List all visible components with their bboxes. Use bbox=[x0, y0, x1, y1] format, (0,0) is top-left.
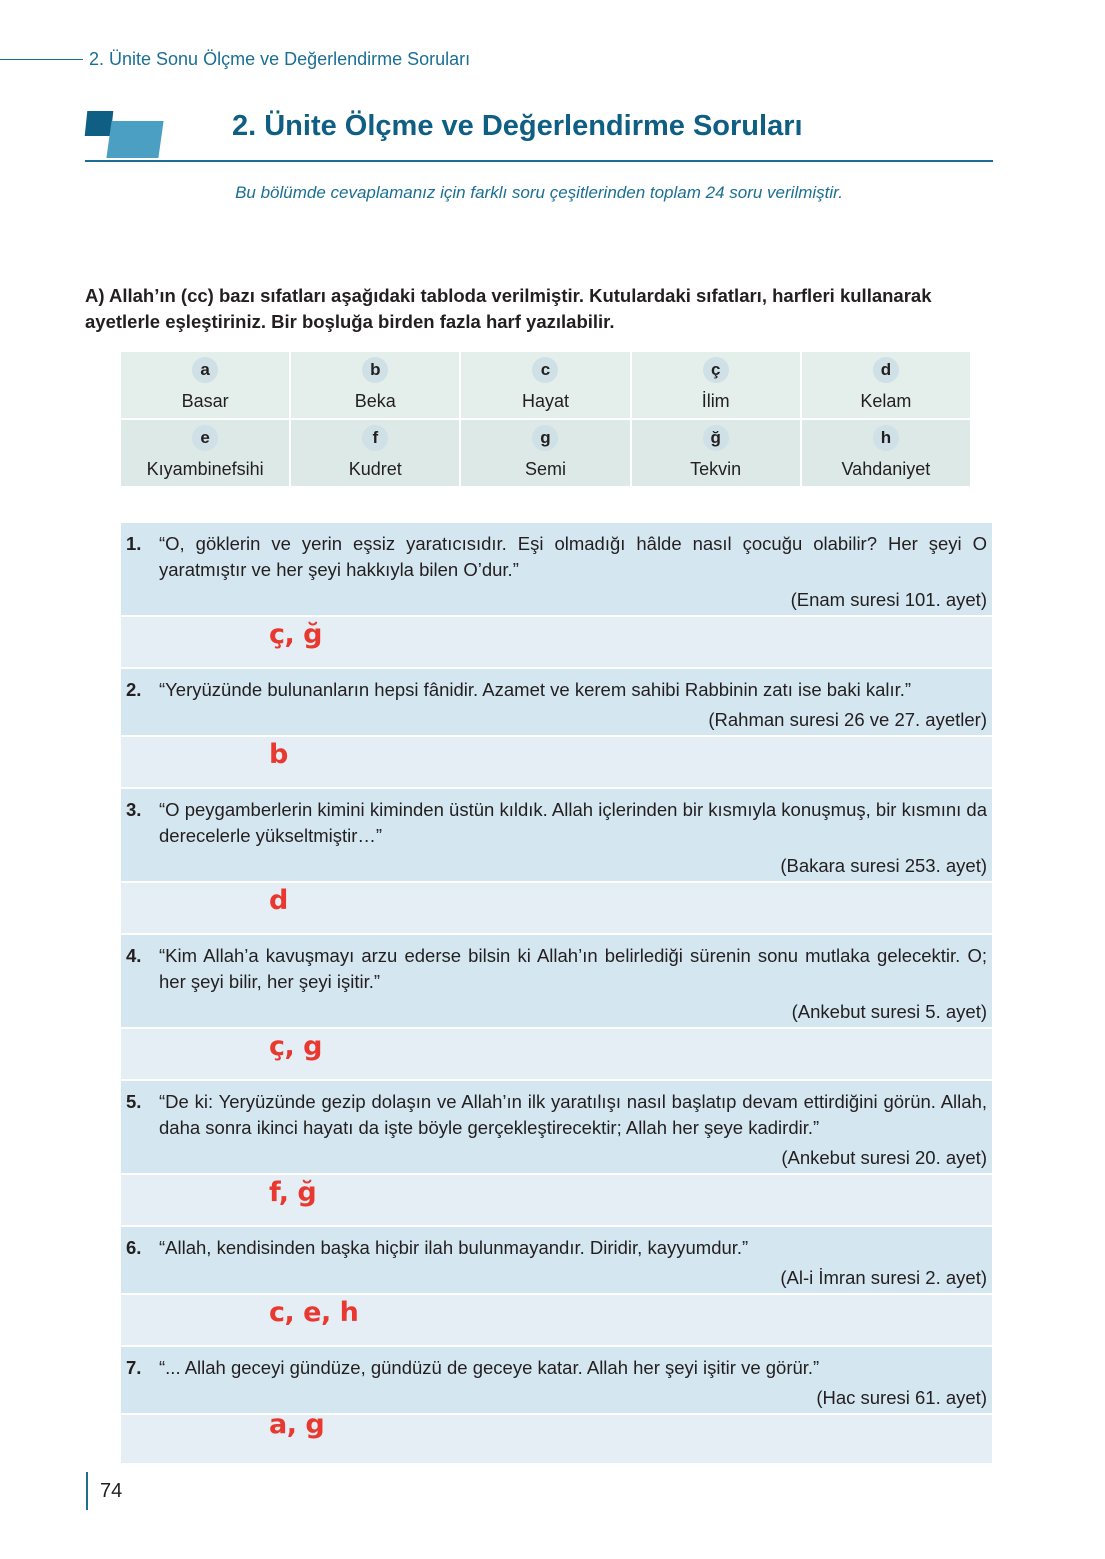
title-block bbox=[85, 108, 993, 162]
sifat-cell bbox=[632, 420, 800, 486]
sifat-cell bbox=[461, 352, 629, 418]
sifat-cell bbox=[121, 352, 289, 418]
answer-field-3[interactable] bbox=[121, 883, 992, 933]
sifat-cell bbox=[802, 420, 970, 486]
question-3 bbox=[121, 789, 992, 881]
question-number: 4. bbox=[126, 945, 142, 966]
question-number: 6. bbox=[126, 1237, 142, 1258]
sifat-cell bbox=[461, 420, 629, 486]
answer-field-6[interactable] bbox=[121, 1295, 992, 1345]
question-text: “... Allah geceyi gündüze, gündüzü de geceye katar. Allah her şeyi işitir ve görür.” bbox=[159, 1357, 820, 1378]
sifat-cell bbox=[632, 352, 800, 418]
answer-field-4[interactable] bbox=[121, 1029, 992, 1079]
verse-reference: (Ankebut suresi 20. ayet) bbox=[781, 1147, 987, 1168]
letter-badge: d bbox=[873, 357, 899, 383]
question-text: “De ki: Yeryüzünde gezip dolaşın ve Allah’ın ilk yaratılışı nasıl başlatıp devam ettirdiğini görün. Allah, daha sonra ikinci hayatı da işte böyle gerçekleştirecektir; Allah her şeye kadirdir.” bbox=[159, 1091, 987, 1138]
verse-reference: (Enam suresi 101. ayet) bbox=[790, 589, 987, 610]
sifat-name: Tekvin bbox=[690, 459, 742, 479]
letter-badge: h bbox=[873, 425, 899, 451]
letter-badge: f bbox=[362, 425, 388, 451]
page-title: 2. Ünite Ölçme ve Değerlendirme Soruları bbox=[232, 110, 803, 142]
verse-reference: (Rahman suresi 26 ve 27. ayetler) bbox=[708, 709, 987, 730]
answer-text: b bbox=[269, 739, 288, 770]
answer-field-2[interactable] bbox=[121, 737, 992, 787]
letter-badge: ğ bbox=[703, 425, 729, 451]
question-text: “O peygamberlerin kimini kiminden üstün kıldık. Allah içlerinden bir kısmıyla konuşmuş, bir kısmını da derecelerle yükseltmiştir…” bbox=[159, 799, 987, 846]
answer-text: ç, ğ bbox=[269, 619, 322, 650]
sifat-name: Hayat bbox=[521, 391, 569, 411]
sifat-cell bbox=[121, 420, 289, 486]
running-head bbox=[0, 48, 470, 70]
letter-badge: b bbox=[362, 357, 388, 383]
sifat-name: Vahdaniyet bbox=[841, 459, 931, 479]
title-decoration-parallelogram-icon bbox=[106, 121, 163, 158]
sifat-cell bbox=[291, 352, 459, 418]
instruction-text: A) Allah’ın (cc) bazı sıfatları aşağıdaki tabloda verilmiştir. Kutulardaki sıfatları, harfleri kullanarak ayetlerle eşleştiriniz. Bir boşluğa birden fazla harf yazılabilir. bbox=[85, 285, 932, 332]
question-1 bbox=[121, 523, 992, 615]
verse-reference: (Ankebut suresi 5. ayet) bbox=[791, 1001, 987, 1022]
question-number: 7. bbox=[126, 1357, 142, 1378]
running-head-text: 2. Ünite Sonu Ölçme ve Değerlendirme Soruları bbox=[89, 48, 471, 69]
sifat-cell bbox=[802, 352, 970, 418]
sifat-name: Kudret bbox=[348, 459, 402, 479]
running-head-rule bbox=[0, 59, 83, 60]
sifat-name: İlim bbox=[701, 391, 730, 411]
question-text: “Yeryüzünde bulunanların hepsi fânidir. Azamet ve kerem sahibi Rabbinin zatı ise baki kalır.” bbox=[159, 679, 912, 700]
answer-text: ç, g bbox=[269, 1031, 322, 1062]
page-number: 74 bbox=[86, 1472, 122, 1510]
question-5 bbox=[121, 1081, 992, 1173]
sifat-name: Semi bbox=[524, 459, 566, 479]
letter-badge: ç bbox=[703, 357, 729, 383]
sifat-table bbox=[121, 352, 970, 486]
answer-text: d bbox=[269, 885, 288, 916]
answer-text: a, g bbox=[269, 1409, 325, 1440]
question-text: “Allah, kendisinden başka hiçbir ilah bulunmayandır. Diridir, kayyumdur.” bbox=[159, 1237, 749, 1258]
sifat-name: Basar bbox=[181, 391, 229, 411]
answer-field-5[interactable] bbox=[121, 1175, 992, 1225]
question-text: “Kim Allah’a kavuşmayı arzu ederse bilsin ki Allah’ın belirlediği sürenin sonu mutlaka gelecektir. O; her şeyi bilir, her şeyi işitir.” bbox=[159, 945, 987, 992]
question-7 bbox=[121, 1347, 992, 1413]
sifat-name: Kelam bbox=[860, 391, 912, 411]
subtitle: Bu bölümde cevaplamanız için farklı soru çeşitlerinden toplam 24 soru verilmiştir. bbox=[235, 183, 843, 202]
verse-reference: (Hac suresi 61. ayet) bbox=[816, 1387, 987, 1408]
verse-reference: (Bakara suresi 253. ayet) bbox=[780, 855, 987, 876]
answer-text: c, e, h bbox=[269, 1297, 359, 1328]
verse-reference: (Al-i İmran suresi 2. ayet) bbox=[780, 1267, 987, 1288]
question-list bbox=[121, 523, 992, 1465]
question-number: 2. bbox=[126, 679, 142, 700]
letter-badge: c bbox=[532, 357, 558, 383]
answer-text: f, ğ bbox=[269, 1177, 317, 1208]
question-text: “O, göklerin ve yerin eşsiz yaratıcısıdır. Eşi olmadığı hâlde nasıl çocuğu olabilir? Her şeyi O yaratmıştır ve her şeyi hakkıyla bilen O’dur.” bbox=[159, 533, 987, 580]
question-number: 5. bbox=[126, 1091, 142, 1112]
answer-field-7[interactable] bbox=[121, 1409, 992, 1463]
question-number: 1. bbox=[126, 533, 142, 554]
sifat-cell bbox=[291, 420, 459, 486]
sifat-name: Beka bbox=[354, 391, 396, 411]
letter-badge: a bbox=[192, 357, 218, 383]
sifat-name: Kıyambinefsihi bbox=[146, 459, 264, 479]
letter-badge: e bbox=[192, 425, 218, 451]
question-6 bbox=[121, 1227, 992, 1293]
question-4 bbox=[121, 935, 992, 1027]
question-2 bbox=[121, 669, 992, 735]
question-number: 3. bbox=[126, 799, 142, 820]
letter-badge: g bbox=[532, 425, 558, 451]
answer-field-1[interactable] bbox=[121, 617, 992, 667]
